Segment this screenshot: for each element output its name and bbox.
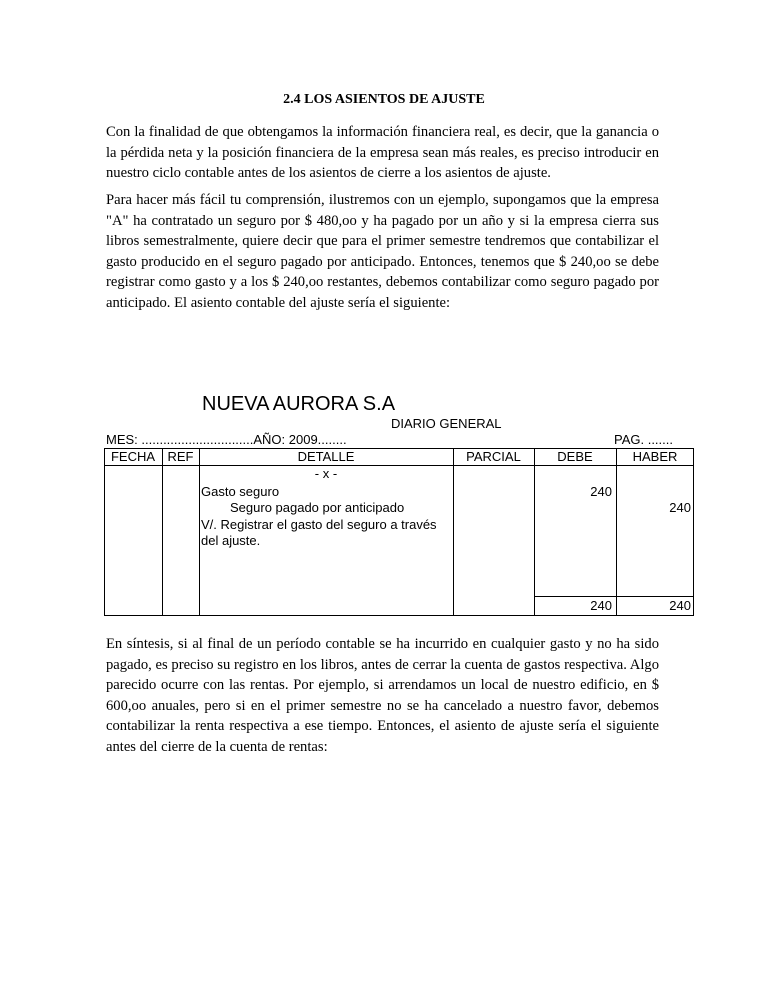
total-debe: 240: [590, 598, 612, 613]
column-divider: [534, 448, 535, 616]
journal-book-title: DIARIO GENERAL: [391, 416, 502, 431]
paragraph-example: Para hacer más fácil tu comprensión, ilustremos con un ejemplo, supongamos que la empresa "A" ha contratado un seguro por $ 480,oo y ha pagado por un año y si la empresa cierra sus libros semestralmente, quiere decir que para el primer semestre tendremos que contabilizar el gasto producido en el seguro pagado por anticipado. Entonces, tenemos que $ 240,oo se debe registrar como gasto y a los $ 240,oo restantes, debemos contabilizar como seguro pagado por anticipado. El asiento contable del ajuste sería el siguiente:: [106, 192, 659, 311]
paragraph-synthesis: En síntesis, si al final de un período contable se ha incurrido en cualquier gasto y no ha sido pagado, es preciso su registro en los libros, antes de cerrar la cuenta de gastos respectiva. Algo parecido ocurre con las rentas. Por ejemplo, si arrendamos un local de nuestro edificio, en $ 600,oo anuales, pero si en el primer semestre no se ha cancelado a nuestro favor, debemos contabilizar la renta respectiva a ese tiempo. Entonces, el asiento de ajuste sería el siguiente antes del cierre de la cuenta de rentas:: [106, 636, 659, 755]
month-year-line: MES: ...............................AÑO: 2009........: [106, 432, 347, 447]
column-divider: [453, 448, 454, 616]
header-ref: REF: [167, 449, 194, 464]
entry-separator: - x -: [314, 466, 338, 481]
debit-amount: 240: [590, 484, 612, 499]
header-debe: DEBE: [557, 449, 593, 464]
company-name: NUEVA AURORA S.A: [202, 393, 396, 415]
credit-account: Seguro pagado por anticipado: [230, 500, 405, 515]
column-divider: [616, 448, 617, 616]
header-haber: HABER: [632, 449, 678, 464]
section-heading: 2.4 LOS ASIENTOS DE AJUSTE: [283, 92, 485, 107]
column-divider: [162, 448, 163, 616]
entry-note-line-1: V/. Registrar el gasto del seguro a través: [201, 517, 437, 532]
paragraph-intro: Con la finalidad de que obtengamos la información financiera real, es decir, que la ganancia o la pérdida neta y la posición financiera de la empresa sean más reales, es preciso introducir en nuestro ciclo contable antes de los asientos de cierre a los asientos de ajuste.: [106, 124, 659, 182]
journal-table: [104, 448, 694, 616]
header-fecha: FECHA: [110, 449, 156, 464]
page-number-line: PAG. .......: [614, 432, 673, 447]
header-detalle: DETALLE: [297, 449, 355, 464]
total-haber: 240: [669, 598, 691, 613]
entry-note-line-2: del ajuste.: [201, 533, 261, 548]
debit-account: Gasto seguro: [201, 484, 280, 499]
credit-amount: 240: [669, 500, 691, 515]
header-parcial: PARCIAL: [466, 449, 521, 464]
totals-divider: [534, 596, 694, 597]
